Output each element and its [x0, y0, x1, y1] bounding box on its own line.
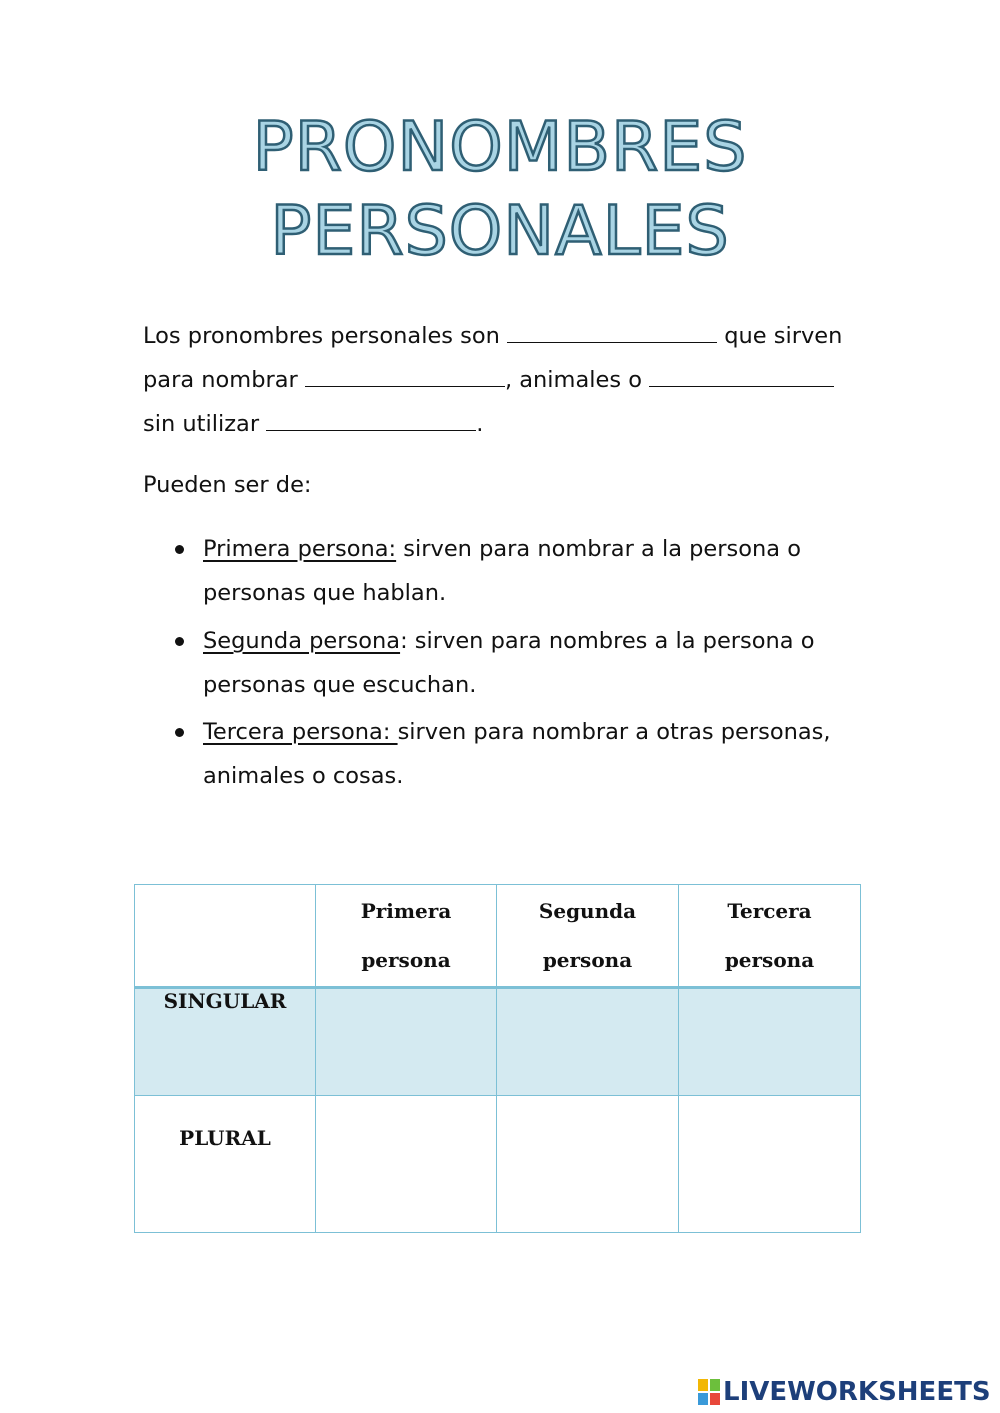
header-segunda [497, 885, 679, 988]
brand-text: LIVEWORKSHEETS [723, 1377, 991, 1407]
row-label-plural: PLURAL [135, 1096, 316, 1233]
intro-line-1 [143, 320, 842, 351]
table-row-plural [135, 1096, 861, 1233]
intro-line-2 [143, 364, 834, 395]
bullet-item-primera [203, 534, 801, 564]
header-text: Segunda [538, 899, 637, 923]
header-text: persona [542, 948, 633, 972]
answer-cell-singular-segunda[interactable] [497, 988, 679, 1096]
pronouns-table [134, 884, 861, 1233]
table-corner-cell [135, 885, 316, 988]
bullet-text: sirven para nombrar a otras personas, [397, 719, 831, 745]
intro-text: sin utilizar [143, 411, 267, 437]
bullet-item-segunda [203, 626, 815, 656]
intro-line-3 [143, 408, 483, 439]
bullet-text-cont: personas que hablan. [203, 580, 447, 606]
bullet-term: Primera persona: [203, 536, 397, 562]
blank-input-3[interactable] [649, 364, 834, 387]
table-row-singular [135, 988, 861, 1096]
header-primera [316, 885, 497, 988]
bullet-dot-icon [175, 637, 184, 646]
pueden-ser-de: Pueden ser de: [143, 472, 312, 498]
header-text: Primera [360, 899, 452, 923]
bullet-dot-icon [175, 728, 184, 737]
intro-text: que sirven [717, 323, 843, 349]
intro-text: para nombrar [143, 367, 305, 393]
page-title-line-1: PRONOMBRES [252, 108, 748, 187]
answer-cell-plural-tercera[interactable] [679, 1096, 861, 1233]
header-text: persona [724, 948, 815, 972]
bullet-text: sirven para nombrar a la persona o [396, 536, 801, 562]
bullet-item-tercera [203, 717, 831, 747]
bullet-dot-icon [175, 545, 184, 554]
row-label-singular: SINGULAR [135, 988, 316, 1096]
blank-input-4[interactable] [266, 408, 476, 431]
bullet-term: Tercera persona: [203, 719, 398, 745]
liveworksheets-logo-icon [697, 1378, 721, 1406]
blank-input-2[interactable] [305, 364, 505, 387]
liveworksheets-brand [697, 1376, 991, 1408]
header-tercera [679, 885, 861, 988]
answer-cell-plural-primera[interactable] [316, 1096, 497, 1233]
blank-input-1[interactable] [507, 320, 717, 343]
bullet-term: Segunda persona [203, 628, 401, 654]
intro-text: . [476, 411, 484, 437]
bullet-text: : sirven para nombres a la persona o [400, 628, 815, 654]
answer-cell-singular-tercera[interactable] [679, 988, 861, 1096]
header-text: persona [361, 948, 451, 972]
page-title-line-2: PERSONALES [270, 192, 730, 271]
answer-cell-plural-segunda[interactable] [497, 1096, 679, 1233]
bullet-text-cont: animales o cosas. [203, 763, 404, 789]
header-text: Tercera [727, 899, 812, 923]
intro-text: Los pronombres personales son [143, 323, 508, 349]
answer-cell-singular-primera[interactable] [316, 988, 497, 1096]
intro-text: , animales o [504, 367, 650, 393]
table-header-row [135, 885, 861, 988]
bullet-text-cont: personas que escuchan. [203, 672, 477, 698]
